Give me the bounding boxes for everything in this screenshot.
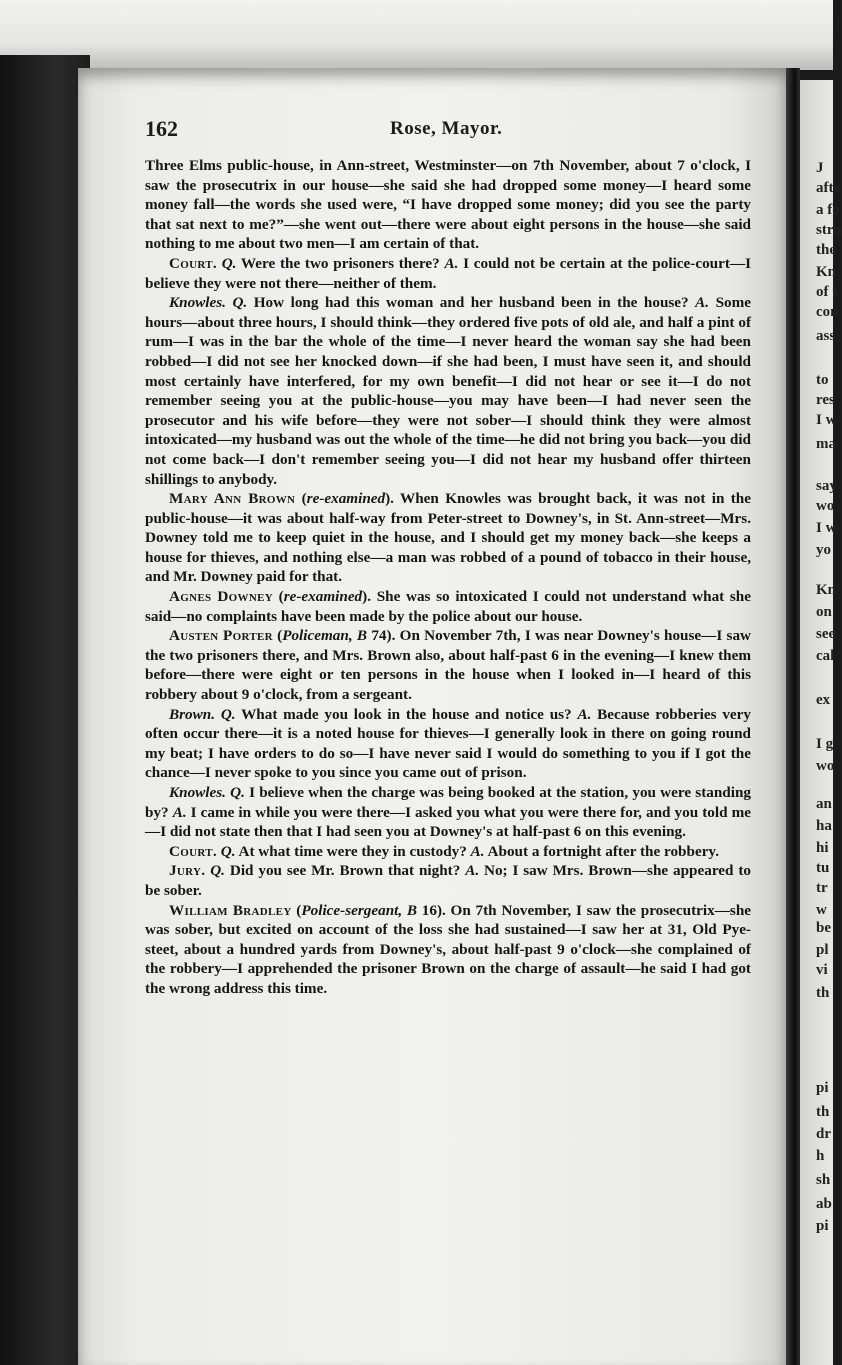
speaker-name: Court.: [169, 254, 217, 272]
text-run: (: [272, 627, 283, 645]
page-number: 162: [145, 116, 178, 141]
italic-text: Q.: [221, 254, 237, 272]
adjacent-page-fragment: wo: [816, 498, 835, 514]
paragraph: [145, 901, 751, 999]
text-run: Did you see Mr. Brown that night?: [224, 862, 466, 880]
scan-top-margin: [0, 0, 833, 70]
italic-text: Police-sergeant, B: [301, 901, 418, 919]
adjacent-page-fragment: pi: [816, 1080, 829, 1096]
adjacent-page-fragment: pi: [816, 1218, 829, 1234]
italic-text: Brown.: [169, 705, 216, 723]
adjacent-page-fragment: th: [816, 1104, 830, 1120]
text-run: Three Elms public-house, in Ann-street, Westminster—on 7th November, about 7 o'clock, I saw the prosecutrix in our house—she said she had dropped some money—I heard some money fall—the words she used were, “I have dropped some money; did you see the party that sat next to me?”—she went out—there were about eight persons in the house—she said nothing to me about two men—I am certain of that.: [145, 157, 751, 253]
text-run: How long had this woman and her husband been in the house?: [247, 294, 696, 312]
adjacent-page-fragment: pl: [816, 942, 829, 958]
adjacent-page-fragment: a fo: [816, 202, 840, 218]
adjacent-page-fragment: on: [816, 604, 832, 620]
adjacent-page-fragment: ha: [816, 818, 832, 834]
adjacent-page-fragment: res: [816, 392, 835, 408]
italic-text: A.: [444, 254, 459, 272]
adjacent-page-fragment: th: [816, 985, 830, 1001]
paragraph: [145, 489, 751, 587]
adjacent-page-fragment: sh: [816, 1172, 831, 1188]
adjacent-page-fragment: w: [816, 902, 827, 918]
italic-text: Q.: [232, 294, 248, 312]
adjacent-page-fragment: ex: [816, 692, 831, 708]
italic-text: A.: [577, 705, 592, 723]
adjacent-page-fragment: I w: [816, 412, 837, 428]
text-run: ). She was so intoxicated I could not understand what she said—no complaints have been made by the police about our house.: [145, 588, 751, 625]
adjacent-page-fragment: tu: [816, 860, 830, 876]
adjacent-page-fragment: ab: [816, 1196, 832, 1212]
adjacent-page-strip: [800, 80, 842, 1365]
text-run: (: [295, 490, 307, 508]
adjacent-page-fragment: cal: [816, 648, 835, 664]
text-run: I came in while you were there—I asked you what you were there for, and you told me—I did not state then that I had seen you at Downey's at half-past 6 on this evening.: [145, 803, 751, 841]
adjacent-page-fragment: of t: [816, 284, 838, 300]
adjacent-page-fragment: be: [816, 920, 831, 936]
adjacent-page-fragment: I w: [816, 520, 837, 536]
italic-text: Q.: [220, 705, 236, 723]
text-run: ). When Knowles was brought back, it was not in the public-house—it was about half-way from Peter-street to Downey's, in St. Ann-street—Mrs. Downey told me to keep quiet in the house, and I should get my money back—she keeps a house for thieves, and nothing else—a man was robbed of a pound of tobacco in their house, and Mr. Downey paid for that.: [145, 490, 751, 586]
italic-text: A.: [172, 803, 187, 821]
paragraph: [145, 842, 751, 862]
text-run: About a fortnight after the robbery.: [484, 842, 719, 860]
adjacent-page-fragment: the: [816, 242, 836, 258]
adjacent-page-fragment: Kn: [816, 264, 837, 280]
italic-text: Q.: [230, 784, 245, 801]
adjacent-page-fragment: Kn: [816, 582, 837, 598]
italic-text: Knowles.: [169, 294, 226, 312]
adjacent-page-fragment: see: [816, 626, 836, 642]
paragraph: [145, 783, 751, 842]
italic-text: A.: [465, 862, 480, 880]
adjacent-page-fragment: vi: [816, 962, 828, 978]
paragraph: [145, 293, 751, 489]
adjacent-page-fragment: an: [816, 796, 832, 812]
adjacent-page-fragment: yo: [816, 542, 831, 558]
speaker-name: Mary Ann Brown: [169, 490, 296, 508]
italic-text: A.: [695, 294, 710, 312]
paragraph: [145, 254, 751, 293]
italic-text: Knowles.: [169, 784, 226, 801]
adjacent-page-fragment: stru: [816, 222, 842, 238]
adjacent-page-fragment: dr: [816, 1126, 831, 1142]
book-gutter: [786, 68, 800, 1365]
text-run: 16). On 7th November, I saw the prosecutrix—she was sober, but excited on account of the loss she had sustained—I saw her at 31, Old Pye-steet, about a hundred yards from Downey's, about half-past 9 o'clock—she complained of the robbery—I apprehended the prisoner Brown on the charge of assault—he said I had got the wrong address this time.: [145, 901, 752, 997]
italic-text: Q.: [210, 862, 225, 880]
speaker-name: Agnes Downey: [169, 588, 273, 606]
text-run: Some hours—about three hours, I should think—they ordered five pots of old ale, and half a pint of rum—I was in the bar the whole of the time—I never heard the woman say she had been robbed—I did not see her knocked down—if she had been, I must have seen it, and should most certainly have interfered, for my own benefit—I did not hear or see it—I do not remember seeing you at the public-house—you may have been—I had never seen the prosecutor and his wife before—they were not sober—I should think they were almost intoxicated—my husband was out the whole of the time—he did not bring you back—you did not come back—I don't remember seeing you—I did not hear my husband offer thirteen shillings to anybody.: [145, 294, 752, 488]
adjacent-page-fragment: wo: [816, 758, 835, 774]
adjacent-page-fragment: hi: [816, 840, 829, 856]
italic-text: re-examined: [283, 588, 363, 606]
italic-text: Policeman, B: [282, 627, 368, 645]
adjacent-page-fragment: J: [816, 160, 824, 176]
body-text: [145, 156, 751, 999]
adjacent-page-fragment: I g: [816, 736, 834, 752]
speaker-name: Jury.: [169, 862, 206, 880]
running-head-title: Rose, Mayor.: [390, 118, 503, 139]
text-run: I believe when the charge was being booked at the station, you were standing by?: [145, 784, 752, 821]
text-run: (: [291, 901, 302, 919]
italic-text: A.: [470, 842, 485, 860]
adjacent-page-fragment: say: [816, 478, 837, 494]
adjacent-page-fragment: con: [816, 304, 839, 320]
text-run: I could not be certain at the police-court—I believe they were not there—neither of them.: [145, 254, 752, 292]
text-run: Were the two prisoners there?: [236, 254, 445, 272]
adjacent-page-fragment: to: [816, 372, 829, 388]
speaker-name: William Bradley: [169, 901, 292, 919]
adjacent-page-fragment: ma: [816, 436, 836, 452]
text-run: (: [272, 588, 284, 606]
italic-text: re-examined: [306, 490, 386, 508]
text-run: Because robberies very often occur there—it is a noted house for thieves—I generally look in there on going round my beat; I have orders to do so—I have never said I would do something to you if I got the chance—I never spoke to you since you came out of prison.: [145, 705, 752, 782]
paragraph: [145, 626, 751, 704]
adjacent-page-fragment: h: [816, 1148, 825, 1164]
paragraph: [145, 705, 751, 783]
text-run: 74). On November 7th, I was near Downey's house—I saw the two prisoners there, and Mrs. Brown also, about half-past 6 in the evening—I knew them before—there were eight or ten persons in the house when I looked in—I heard of this robbery about 9 o'clock, from a sergeant.: [145, 627, 752, 704]
adjacent-page-fragment: tr: [816, 880, 828, 896]
text-run: No; I saw Mrs. Brown—she appeared to be sober.: [145, 862, 751, 899]
adjacent-page-fragment: afte: [816, 180, 841, 196]
text-run: At what time were they in custody?: [235, 842, 471, 860]
adjacent-page-fragment: ass: [816, 328, 836, 344]
paragraph: [145, 861, 751, 900]
running-head: [145, 112, 755, 142]
speaker-name: Austen Porter: [169, 627, 273, 645]
scan-left-edge: [0, 55, 90, 1365]
italic-text: Q.: [220, 842, 236, 860]
paragraph: [145, 587, 751, 626]
speaker-name: Court.: [169, 842, 217, 860]
text-run: What made you look in the house and notice us?: [235, 705, 578, 723]
paragraph: [145, 156, 751, 254]
